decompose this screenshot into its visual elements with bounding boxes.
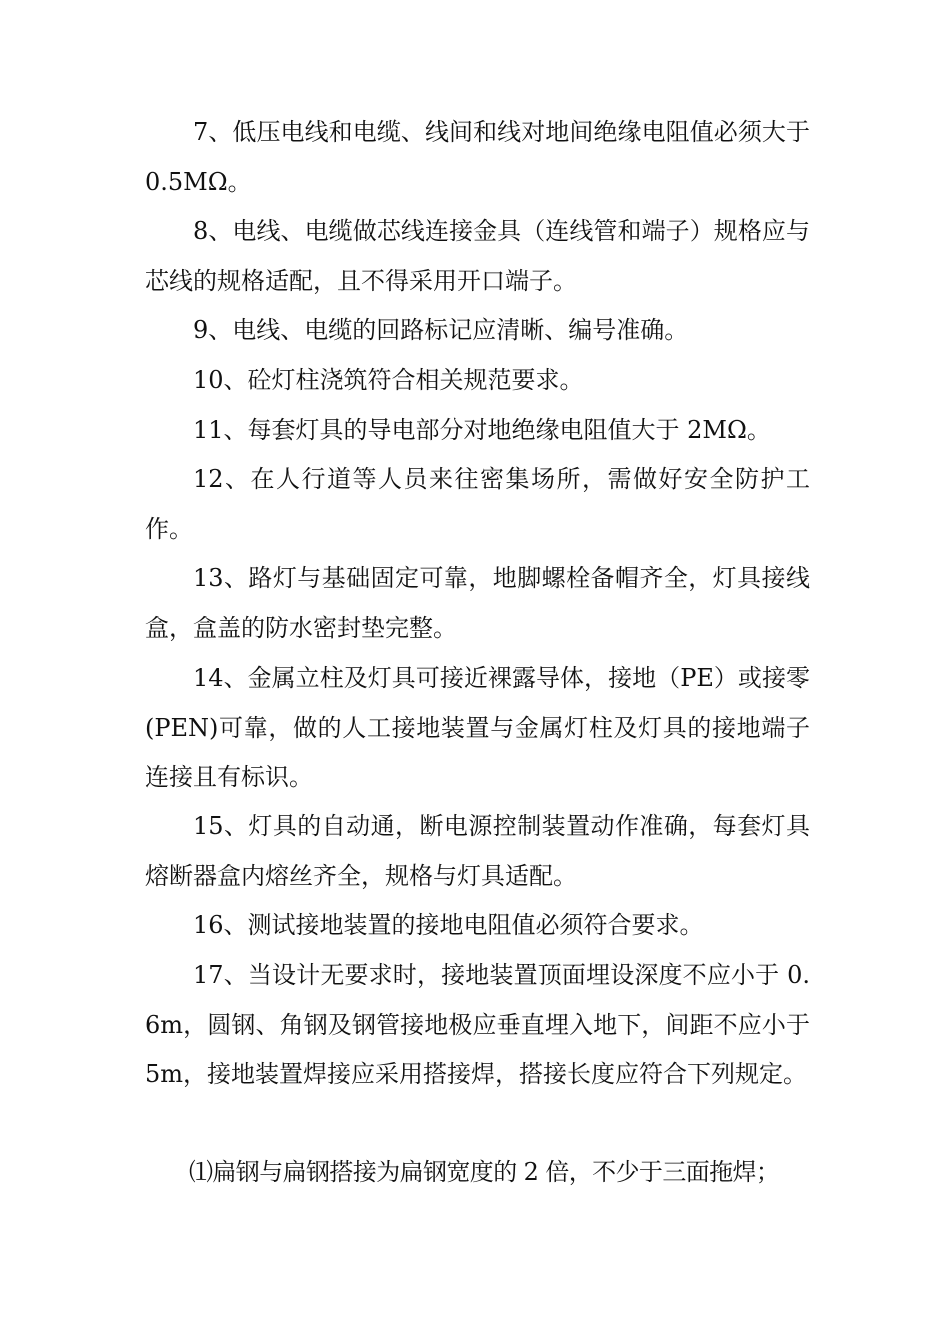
paragraph-item-11: 11、每套灯具的导电部分对地绝缘电阻值大于 2MΩ。 [193, 416, 771, 444]
paragraph-item-8: 8、电线、电缆做芯线连接金具（连线管和端子）规格应与芯线的规格适配，且不得采用开口端子。 [145, 217, 810, 295]
paragraph-subitem-1: ⑴扁钢与扁钢搭接为扁钢宽度的 2 倍，不少于三面拖焊； [189, 1158, 780, 1186]
paragraph-item-16: 16、测试接地装置的接地电阻值必须符合要求。 [193, 911, 704, 939]
paragraph-item-17: 17、当设计无要求时，接地装置顶面埋设深度不应小于 0.6m，圆钢、角钢及钢管接地极应垂直埋入地下，间距不应小于 5m，接地装置焊接应采用搭接焊，搭接长度应符合下列规定。 [145, 961, 810, 1088]
paragraph-item-15: 15、灯具的自动通，断电源控制装置动作准确，每套灯具熔断器盒内熔丝齐全，规格与灯具适配。 [145, 812, 810, 890]
paragraph-item-13: 13、路灯与基础固定可靠，地脚螺栓备帽齐全，灯具接线盒，盒盖的防水密封垫完整。 [145, 564, 810, 642]
paragraph-item-9: 9、电线、电缆的回路标记应清晰、编号准确。 [193, 316, 689, 344]
paragraph-item-12: 12、在人行道等人员来往密集场所，需做好安全防护工作。 [145, 465, 810, 543]
paragraph-item-10: 10、砼灯柱浇筑符合相关规范要求。 [193, 366, 584, 394]
paragraph-item-7: 7、低压电线和电缆、线间和线对地间绝缘电阻值必须大于 0.5MΩ。 [145, 118, 810, 196]
paragraph-item-14: 14、金属立柱及灯具可接近裸露导体，接地（PE）或接零(PEN)可靠，做的人工接地装置与金属灯柱及灯具的接地端子连接且有标识。 [145, 664, 810, 791]
